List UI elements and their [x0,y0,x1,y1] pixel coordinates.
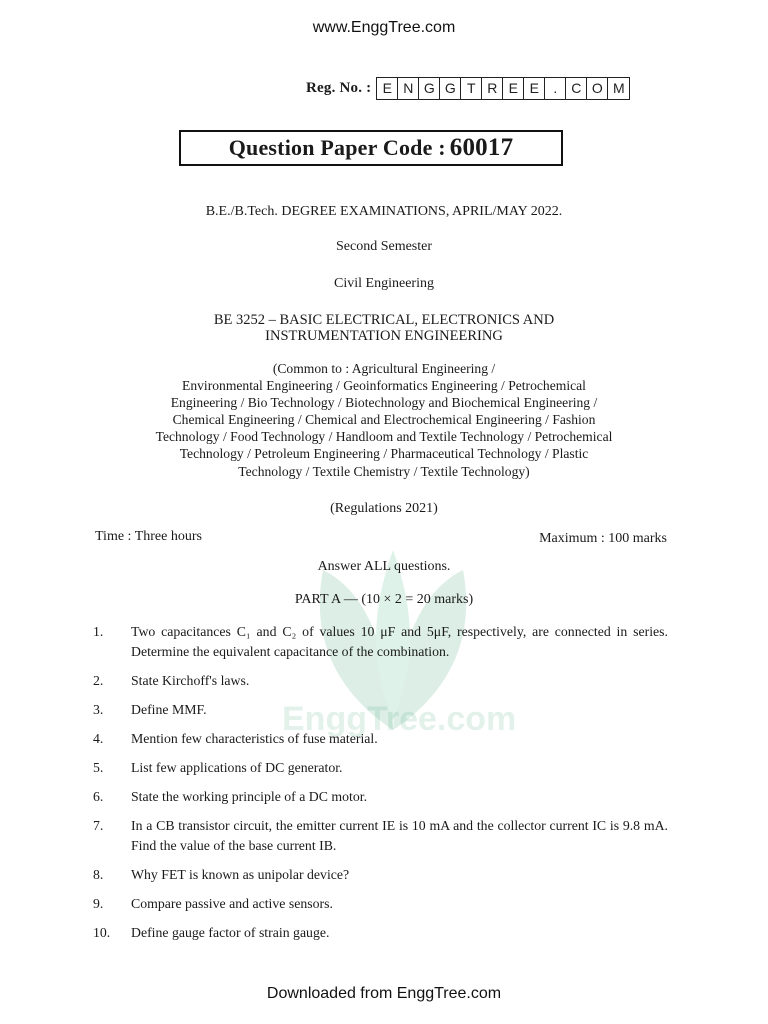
department: Civil Engineering [334,276,434,291]
common-to-line: Technology / Food Technology / Handloom and Textile Technology / Petrochemical [155,429,613,445]
common-to-line: Technology / Textile Chemistry / Textile Technology) [238,463,530,479]
question-list [93,622,668,943]
part-a-heading: PART A — (10 × 2 = 20 marks) [294,592,474,607]
question-item [93,787,668,807]
reg-no-box: M [612,80,625,96]
exam-title: B.E./B.Tech. DEGREE EXAMINATIONS, APRIL/MAY 2022. [205,204,563,219]
common-to-line: Technology / Petroleum Engineering / Pharmaceutical Technology / Plastic [179,446,589,462]
question-number: 2. [93,673,104,688]
question-item [93,894,668,914]
reg-no-boxes [376,77,630,100]
question-item [93,923,668,943]
question-text: State the working principle of a DC motor. [131,789,368,804]
question-item [93,622,668,662]
question-number: 8. [93,867,104,882]
question-item [93,729,668,749]
question-text: Two capacitances C₁ and C₂ of values 10 μF and 5μF, respectively, are connected in series. Determine the equivalent capacitance of the combination. [131,624,668,659]
question-text: Define gauge factor of strain gauge. [131,925,330,940]
reg-no-box: C [566,78,587,99]
question-paper-code-label: Question Paper Code : [228,135,446,160]
question-number: 9. [93,896,104,911]
question-item [93,758,668,778]
subject-line: BE 3252 – BASIC ELECTRICAL, ELECTRONICS AND [213,312,555,328]
question-text: List few applications of DC generator. [131,760,343,775]
question-text: Mention few characteristics of fuse material. [131,731,378,746]
common-to-line: Chemical Engineering / Chemical and Electrochemical Engineering / Fashion [172,412,596,428]
question-text: In a CB transistor circuit, the emitter current IE is 10 mA and the collector current IC is 9.8 mA. Find the value of the base current IB. [131,818,668,853]
reg-no-box: T [461,78,482,99]
reg-no-box: N [398,78,419,99]
question-number: 1. [93,624,104,639]
common-to-line: Engineering / Bio Technology / Biotechnology and Biochemical Engineering / [170,395,598,411]
question-paper-code: 60017 [449,134,514,161]
reg-no-box: R [482,78,503,99]
regulations: (Regulations 2021) [330,501,438,516]
instruction: Answer ALL questions. [317,559,451,574]
question-number: 3. [93,702,104,717]
question-text: State Kirchoff's laws. [131,673,250,688]
reg-no-box: G [440,78,461,99]
question-number: 7. [93,818,104,833]
reg-no-box: . [545,78,566,99]
question-text: Why FET is known as unipolar device? [131,867,350,882]
exam-time: Time : Three hours [95,529,202,544]
reg-no-box: E [524,78,545,99]
reg-no-label: Reg. No. : [306,79,372,96]
reg-no-row [306,75,630,101]
max-marks: Maximum : 100 marks [539,531,667,546]
question-item [93,816,668,856]
reg-no-box: E [503,78,524,99]
semester: Second Semester [335,239,433,254]
site-header[interactable]: www.EnggTree.com [312,19,456,36]
question-item [93,671,668,691]
reg-no-box: G [419,78,440,99]
watermark-text: EnggTree.com [282,700,517,738]
question-item [93,865,668,885]
reg-no-box: E [377,78,398,99]
common-to-list [0,360,768,480]
question-number: 6. [93,789,104,804]
common-to-line: Environmental Engineering / Geoinformatics Engineering / Petrochemical [182,378,586,394]
site-footer[interactable]: Downloaded from EnggTree.com [266,985,502,1002]
reg-no-box: O [587,78,608,99]
question-text: Define MMF. [131,702,207,717]
question-item [93,700,668,720]
common-to-line: (Common to : Agricultural Engineering / [272,361,496,376]
question-number: 10. [93,925,111,940]
question-number: 5. [93,760,104,775]
subject-line: INSTRUMENTATION ENGINEERING [265,328,503,344]
question-text: Compare passive and active sensors. [131,896,333,911]
question-number: 4. [93,731,104,746]
question-paper-code-box [179,130,563,166]
subject-title [0,312,768,344]
